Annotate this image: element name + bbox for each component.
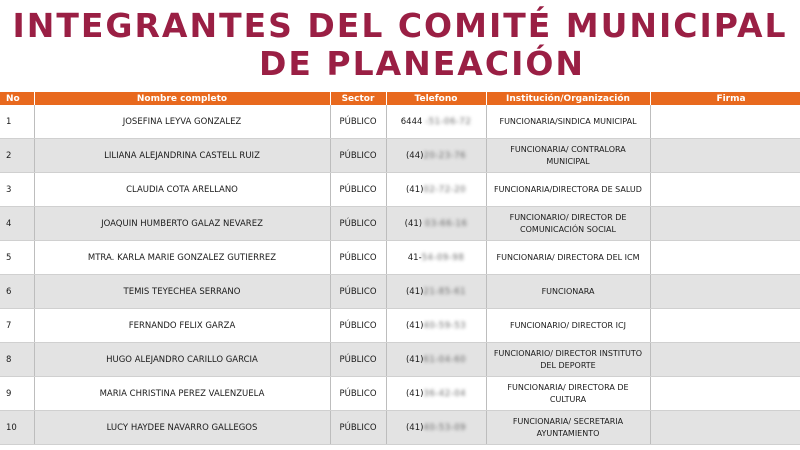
cell-signature [650,173,800,207]
cell-institution: FUNCIONARIO/ DIRECTOR ICJ [486,309,650,343]
phone-prefix: (41) [405,354,424,365]
cell-no: 8 [0,343,34,377]
cell-signature [650,139,800,173]
cell-phone [386,139,486,173]
cell-institution: FUNCIONARIA/ CONTRALORA MUNICIPAL [486,139,650,173]
header-no: No [0,92,34,105]
cell-name: JOAQUIN HUMBERTO GALAZ NEVAREZ [34,207,330,241]
cell-name: MTRA. KARLA MARIE GONZALEZ GUTIERREZ [34,241,330,275]
phone-redacted: 61-04-60 [423,354,467,365]
cell-sector: PÚBLICO [330,105,386,139]
title-line-2: DE PLANEACIÓN [258,44,586,83]
phone-redacted: 03-66-16 [424,218,468,229]
table-row [0,377,800,411]
phone-redacted: 21-85-61 [423,286,467,297]
cell-signature [650,275,800,309]
cell-no: 6 [0,275,34,309]
cell-sector: PÚBLICO [330,411,386,445]
cell-name: HUGO ALEJANDRO CARILLO GARCIA [34,343,330,377]
phone-redacted: 54-09-98 [421,252,465,263]
cell-phone [386,241,486,275]
phone-prefix: (41) [405,286,424,297]
cell-phone [386,309,486,343]
cell-institution: FUNCIONARIA/SINDICA MUNICIPAL [486,105,650,139]
header-phone: Telefono [386,92,486,105]
phone-prefix: (41) [404,218,423,229]
cell-name: LILIANA ALEJANDRINA CASTELL RUIZ [34,139,330,173]
cell-phone [386,377,486,411]
cell-sector: PÚBLICO [330,139,386,173]
title-line-1: INTEGRANTES DEL COMITÉ MUNICIPAL [12,6,788,45]
cell-no: 5 [0,241,34,275]
table-row [0,275,800,309]
table-row [0,411,800,445]
phone-redacted: 40-59-53 [423,320,467,331]
table-row [0,343,800,377]
cell-phone [386,207,486,241]
phone-prefix: (41) [405,184,424,195]
cell-phone [386,275,486,309]
cell-sector: PÚBLICO [330,343,386,377]
header-signature: Firma [650,92,800,105]
cell-no: 3 [0,173,34,207]
phone-redacted: 02-72-20 [423,184,467,195]
cell-no: 7 [0,309,34,343]
cell-sector: PÚBLICO [330,173,386,207]
header-sector: Sector [330,92,386,105]
cell-sector: PÚBLICO [330,309,386,343]
cell-phone [386,411,486,445]
cell-signature [650,105,800,139]
cell-name: CLAUDIA COTA ARELLANO [34,173,330,207]
cell-sector: PÚBLICO [330,275,386,309]
cell-signature [650,207,800,241]
cell-institution: FUNCIONARIA/DIRECTORA DE SALUD [486,173,650,207]
cell-signature [650,377,800,411]
phone-prefix: 6444 [400,116,423,127]
cell-institution: FUNCIONARIO/ DIRECTOR INSTITUTO DEL DEPORTE [486,343,650,377]
cell-institution: FUNCIONARIA/ DIRECTORA DEL ICM [486,241,650,275]
cell-no: 1 [0,105,34,139]
cell-name: MARIA CHRISTINA PEREZ VALENZUELA [34,377,330,411]
cell-sector: PÚBLICO [330,241,386,275]
cell-name: LUCY HAYDEE NAVARRO GALLEGOS [34,411,330,445]
members-table [0,92,800,445]
cell-phone [386,343,486,377]
table-header-row [0,92,800,105]
cell-no: 9 [0,377,34,411]
table-row [0,139,800,173]
cell-name: FERNANDO FELIX GARZA [34,309,330,343]
phone-prefix: (41) [405,388,424,399]
cell-phone [386,105,486,139]
cell-name: JOSEFINA LEYVA GONZALEZ [34,105,330,139]
cell-signature [650,309,800,343]
phone-prefix: (41) [405,422,424,433]
phone-redacted: 36-42-04 [423,388,467,399]
cell-no: 4 [0,207,34,241]
cell-signature [650,411,800,445]
cell-signature [650,241,800,275]
cell-name: TEMIS TEYECHEA SERRANO [34,275,330,309]
cell-sector: PÚBLICO [330,377,386,411]
cell-sector: PÚBLICO [330,207,386,241]
cell-phone [386,173,486,207]
phone-prefix: (44) [405,150,424,161]
cell-signature [650,343,800,377]
phone-prefix: (41) [405,320,424,331]
phone-redacted: 40-53-09 [423,422,467,433]
cell-institution: FUNCIONARIO/ DIRECTOR DE COMUNICACIÓN SOCIAL [486,207,650,241]
header-institution: Institución/Organización [486,92,650,105]
cell-institution: FUNCIONARA [486,275,650,309]
cell-institution: FUNCIONARIA/ SECRETARIA AYUNTAMIENTO [486,411,650,445]
table-row [0,309,800,343]
table-row [0,207,800,241]
phone-prefix: 41- [407,252,422,263]
header-name: Nombre completo [34,92,330,105]
cell-no: 10 [0,411,34,445]
table-body [0,105,800,445]
cell-no: 2 [0,139,34,173]
table-row [0,105,800,139]
table-row [0,241,800,275]
phone-redacted: 20-23-76 [423,150,467,161]
phone-redacted: -51-06-72 [425,116,472,127]
table-row [0,173,800,207]
cell-institution: FUNCIONARIA/ DIRECTORA DE CULTURA [486,377,650,411]
